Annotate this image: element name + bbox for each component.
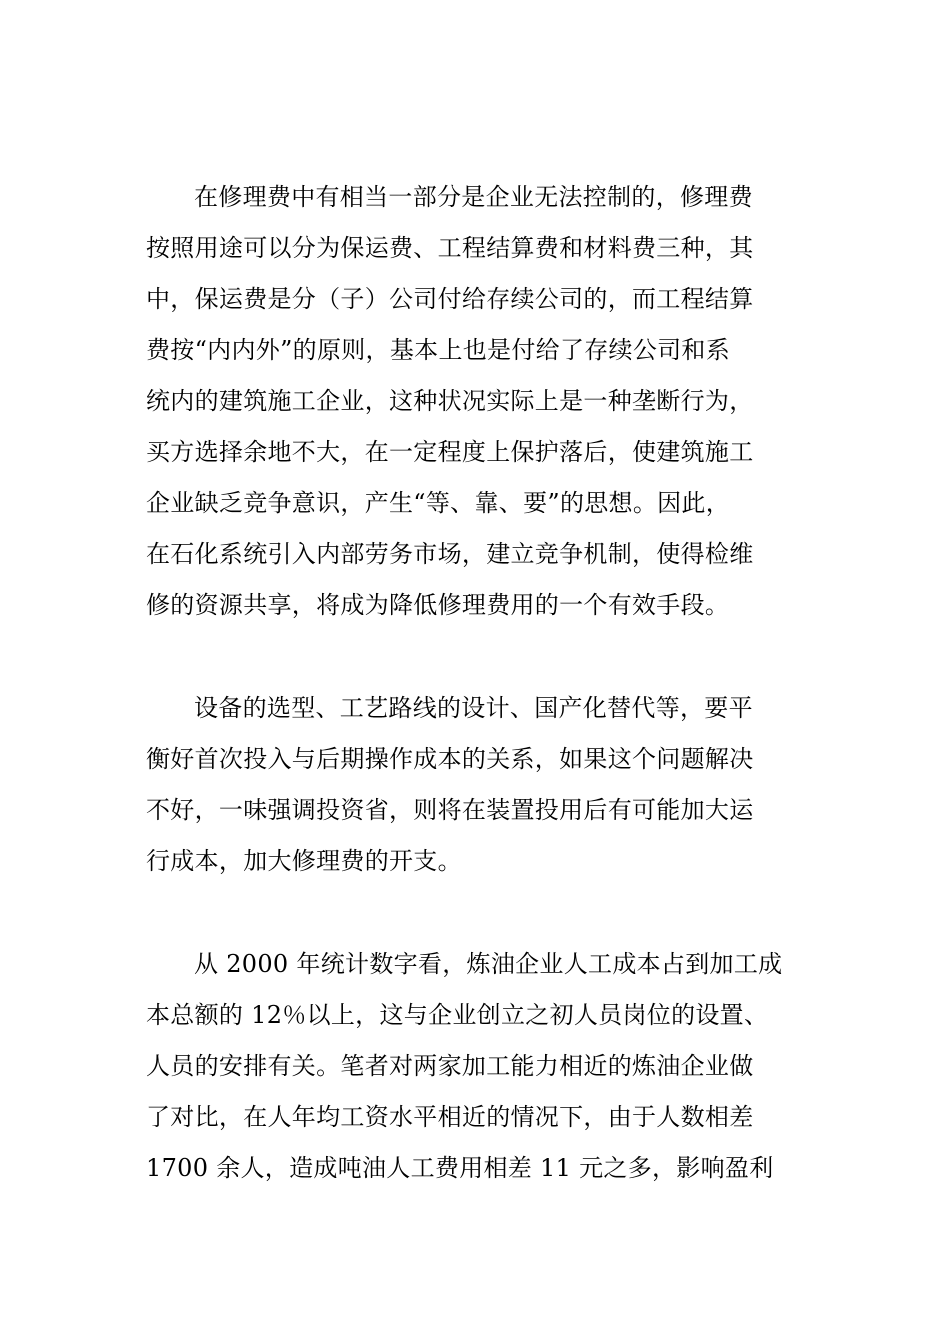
text-line: 企业缺乏竞争意识，产生“等、靠、要”的思想。因此， — [146, 489, 731, 517]
text-line: 买方选择余地不大，在一定程度上保护落后，使建筑施工 — [146, 438, 754, 466]
text-line: 1700 余人，造成吨油人工费用相差 11 元之多，影响盈利 — [146, 1154, 774, 1182]
text-line: 衡好首次投入与后期操作成本的关系，如果这个问题解决 — [146, 745, 754, 773]
text-line: 在修理费中有相当一部分是企业无法控制的，修理费 — [194, 183, 753, 211]
text-line: 了对比，在人年均工资水平相近的情况下，由于人数相差 — [146, 1103, 754, 1131]
text-line: 费按“内内外”的原则，基本上也是付给了存续公司和系 — [146, 336, 731, 364]
paragraph-labor-costs — [146, 939, 786, 1194]
text-line: 中，保运费是分（子）公司付给存续公司的，而工程结算 — [146, 285, 754, 313]
text-line: 在石化系统引入内部劳务市场，建立竞争机制，使得检维 — [146, 540, 754, 568]
paragraph-repair-costs — [146, 172, 786, 631]
text-line: 设备的选型、工艺路线的设计、国产化替代等，要平 — [194, 694, 753, 722]
paragraph-equipment-selection — [146, 683, 786, 887]
text-line: 行成本，加大修理费的开支。 — [146, 847, 462, 875]
text-line: 统内的建筑施工企业，这种状况实际上是一种垄断行为， — [146, 387, 754, 415]
text-line: 从 2000 年统计数字看，炼油企业人工成本占到加工成 — [194, 950, 783, 978]
text-line: 修的资源共享，将成为降低修理费用的一个有效手段。 — [146, 591, 730, 619]
text-line: 人员的安排有关。笔者对两家加工能力相近的炼油企业做 — [146, 1052, 754, 1080]
text-line: 不好，一味强调投资省，则将在装置投用后有可能加大运 — [146, 796, 754, 824]
text-line: 按照用途可以分为保运费、工程结算费和材料费三种，其 — [146, 234, 754, 262]
text-line: 本总额的 12％以上，这与企业创立之初人员岗位的设置、 — [146, 1001, 769, 1029]
